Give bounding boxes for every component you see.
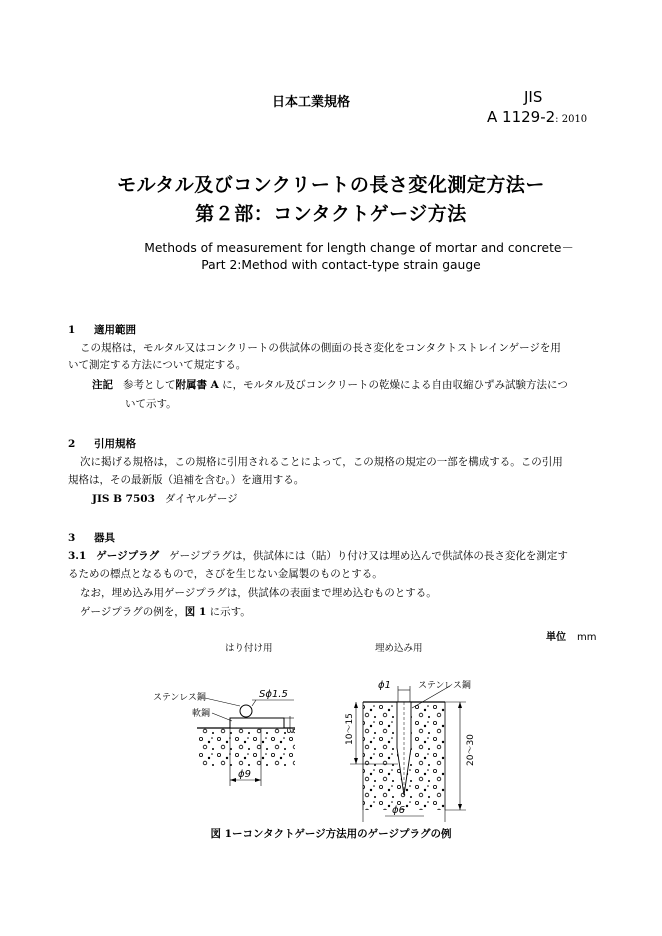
note-label: 注記 bbox=[92, 379, 113, 391]
figure-ref: 図 1 bbox=[184, 606, 207, 618]
jis-label: 日本工業規格 bbox=[272, 95, 351, 110]
unit-label: 単位 bbox=[546, 632, 566, 643]
label-stainless-right: ステンレス鋼 bbox=[418, 681, 471, 691]
section3-para2: なお，埋め込み用ゲージプラグは，供試体の表面まで埋め込むものとする。 bbox=[80, 587, 437, 599]
note-text-a: 参考として bbox=[123, 379, 176, 391]
section1-title: 適用範囲 bbox=[94, 324, 136, 336]
section2-para-line1: 次に掲げる規格は，この規格に引用されることによって，この規格の規定の一部を構成する。この引用 bbox=[80, 456, 563, 468]
section2-title: 引用規格 bbox=[94, 438, 136, 450]
title-en-line1: Methods of measurement for length change of mortar and concrete－ bbox=[144, 241, 574, 255]
note-text-b: に，モルタル及びコンクリートの乾燥による自由収縮ひずみ試験方法につ bbox=[218, 379, 568, 391]
section1-para-line2: いて測定する方法について規定する。 bbox=[68, 359, 247, 371]
right-fig-title: 埋め込み用 bbox=[375, 643, 423, 654]
subsection-number: 3.1 bbox=[68, 550, 87, 562]
section1-para-line1: この規格は，モルタル又はコンクリートの供試体の側面の長さ変化をコンタクトストレインゲージを用 bbox=[80, 342, 561, 354]
dim-sphere: Sϕ1.5 bbox=[259, 689, 288, 700]
title-ja-line2: 第２部：コンタクトゲージ方法 bbox=[195, 203, 467, 225]
title-ja-line1: モルタル及びコンクリートの長さ変化測定方法ー bbox=[117, 174, 545, 196]
title-en-line2: Part 2:Method with contact-type strain gauge bbox=[201, 258, 481, 272]
jis-code: JIS bbox=[524, 88, 543, 106]
ref-title: ダイヤルゲージ bbox=[164, 493, 238, 505]
subsection-text: ゲージプラグは，供試体には（貼）り付け又は埋め込んで供試体の長さ変化を測定す bbox=[169, 550, 568, 562]
label-stainless-left: ステンレス鋼 bbox=[153, 693, 206, 703]
para3-text-b: に示す。 bbox=[206, 606, 251, 618]
dim-phi6: ϕ6 bbox=[392, 805, 405, 816]
left-fig-title: はり付け用 bbox=[225, 643, 273, 654]
left-concrete-block bbox=[197, 728, 295, 768]
mild-steel-plate bbox=[230, 718, 284, 728]
dim-phi9: ϕ9 bbox=[238, 769, 251, 780]
attached-plug-drawing bbox=[153, 689, 295, 786]
para3-text-a: ゲージプラグの例を， bbox=[80, 606, 185, 618]
dim-10-15: 10〜15 bbox=[345, 713, 355, 745]
dim-3: 3 bbox=[284, 728, 294, 734]
dim-20-30: 20〜30 bbox=[466, 734, 476, 766]
embedded-plug-drawing bbox=[345, 679, 476, 822]
section3-title: 器具 bbox=[94, 532, 115, 544]
ref-code: JIS B 7503 bbox=[92, 493, 155, 505]
section3-1-line2: るための標点となるもので，さびを生じない金属製のものとする。 bbox=[68, 568, 383, 580]
section2-number: 2 bbox=[68, 438, 76, 450]
standard-code: A 1129-2 bbox=[487, 108, 556, 126]
dim-phi1: ϕ1 bbox=[378, 680, 391, 691]
label-mild-steel: 軟鋼 bbox=[192, 709, 211, 719]
section1-note-line2: いて示す。 bbox=[125, 398, 177, 410]
section2-para-line2: 規格は，その最新版（追補を含む。）を適用する。 bbox=[68, 474, 305, 486]
figure-caption bbox=[0, 826, 662, 841]
section1-number: 1 bbox=[68, 324, 76, 336]
steel-ball bbox=[240, 705, 252, 717]
caption-fig-number: 図 1 bbox=[210, 828, 232, 840]
unit-value: mm bbox=[577, 632, 597, 643]
subsection-heading: ゲージプラグ bbox=[96, 550, 160, 562]
caption-text: ーコンタクトゲージ方法用のゲージプラグの例 bbox=[232, 828, 452, 840]
annex-ref: 附属書 A bbox=[175, 379, 219, 391]
standard-year: : 2010 bbox=[555, 114, 588, 125]
section3-number: 3 bbox=[68, 532, 76, 544]
